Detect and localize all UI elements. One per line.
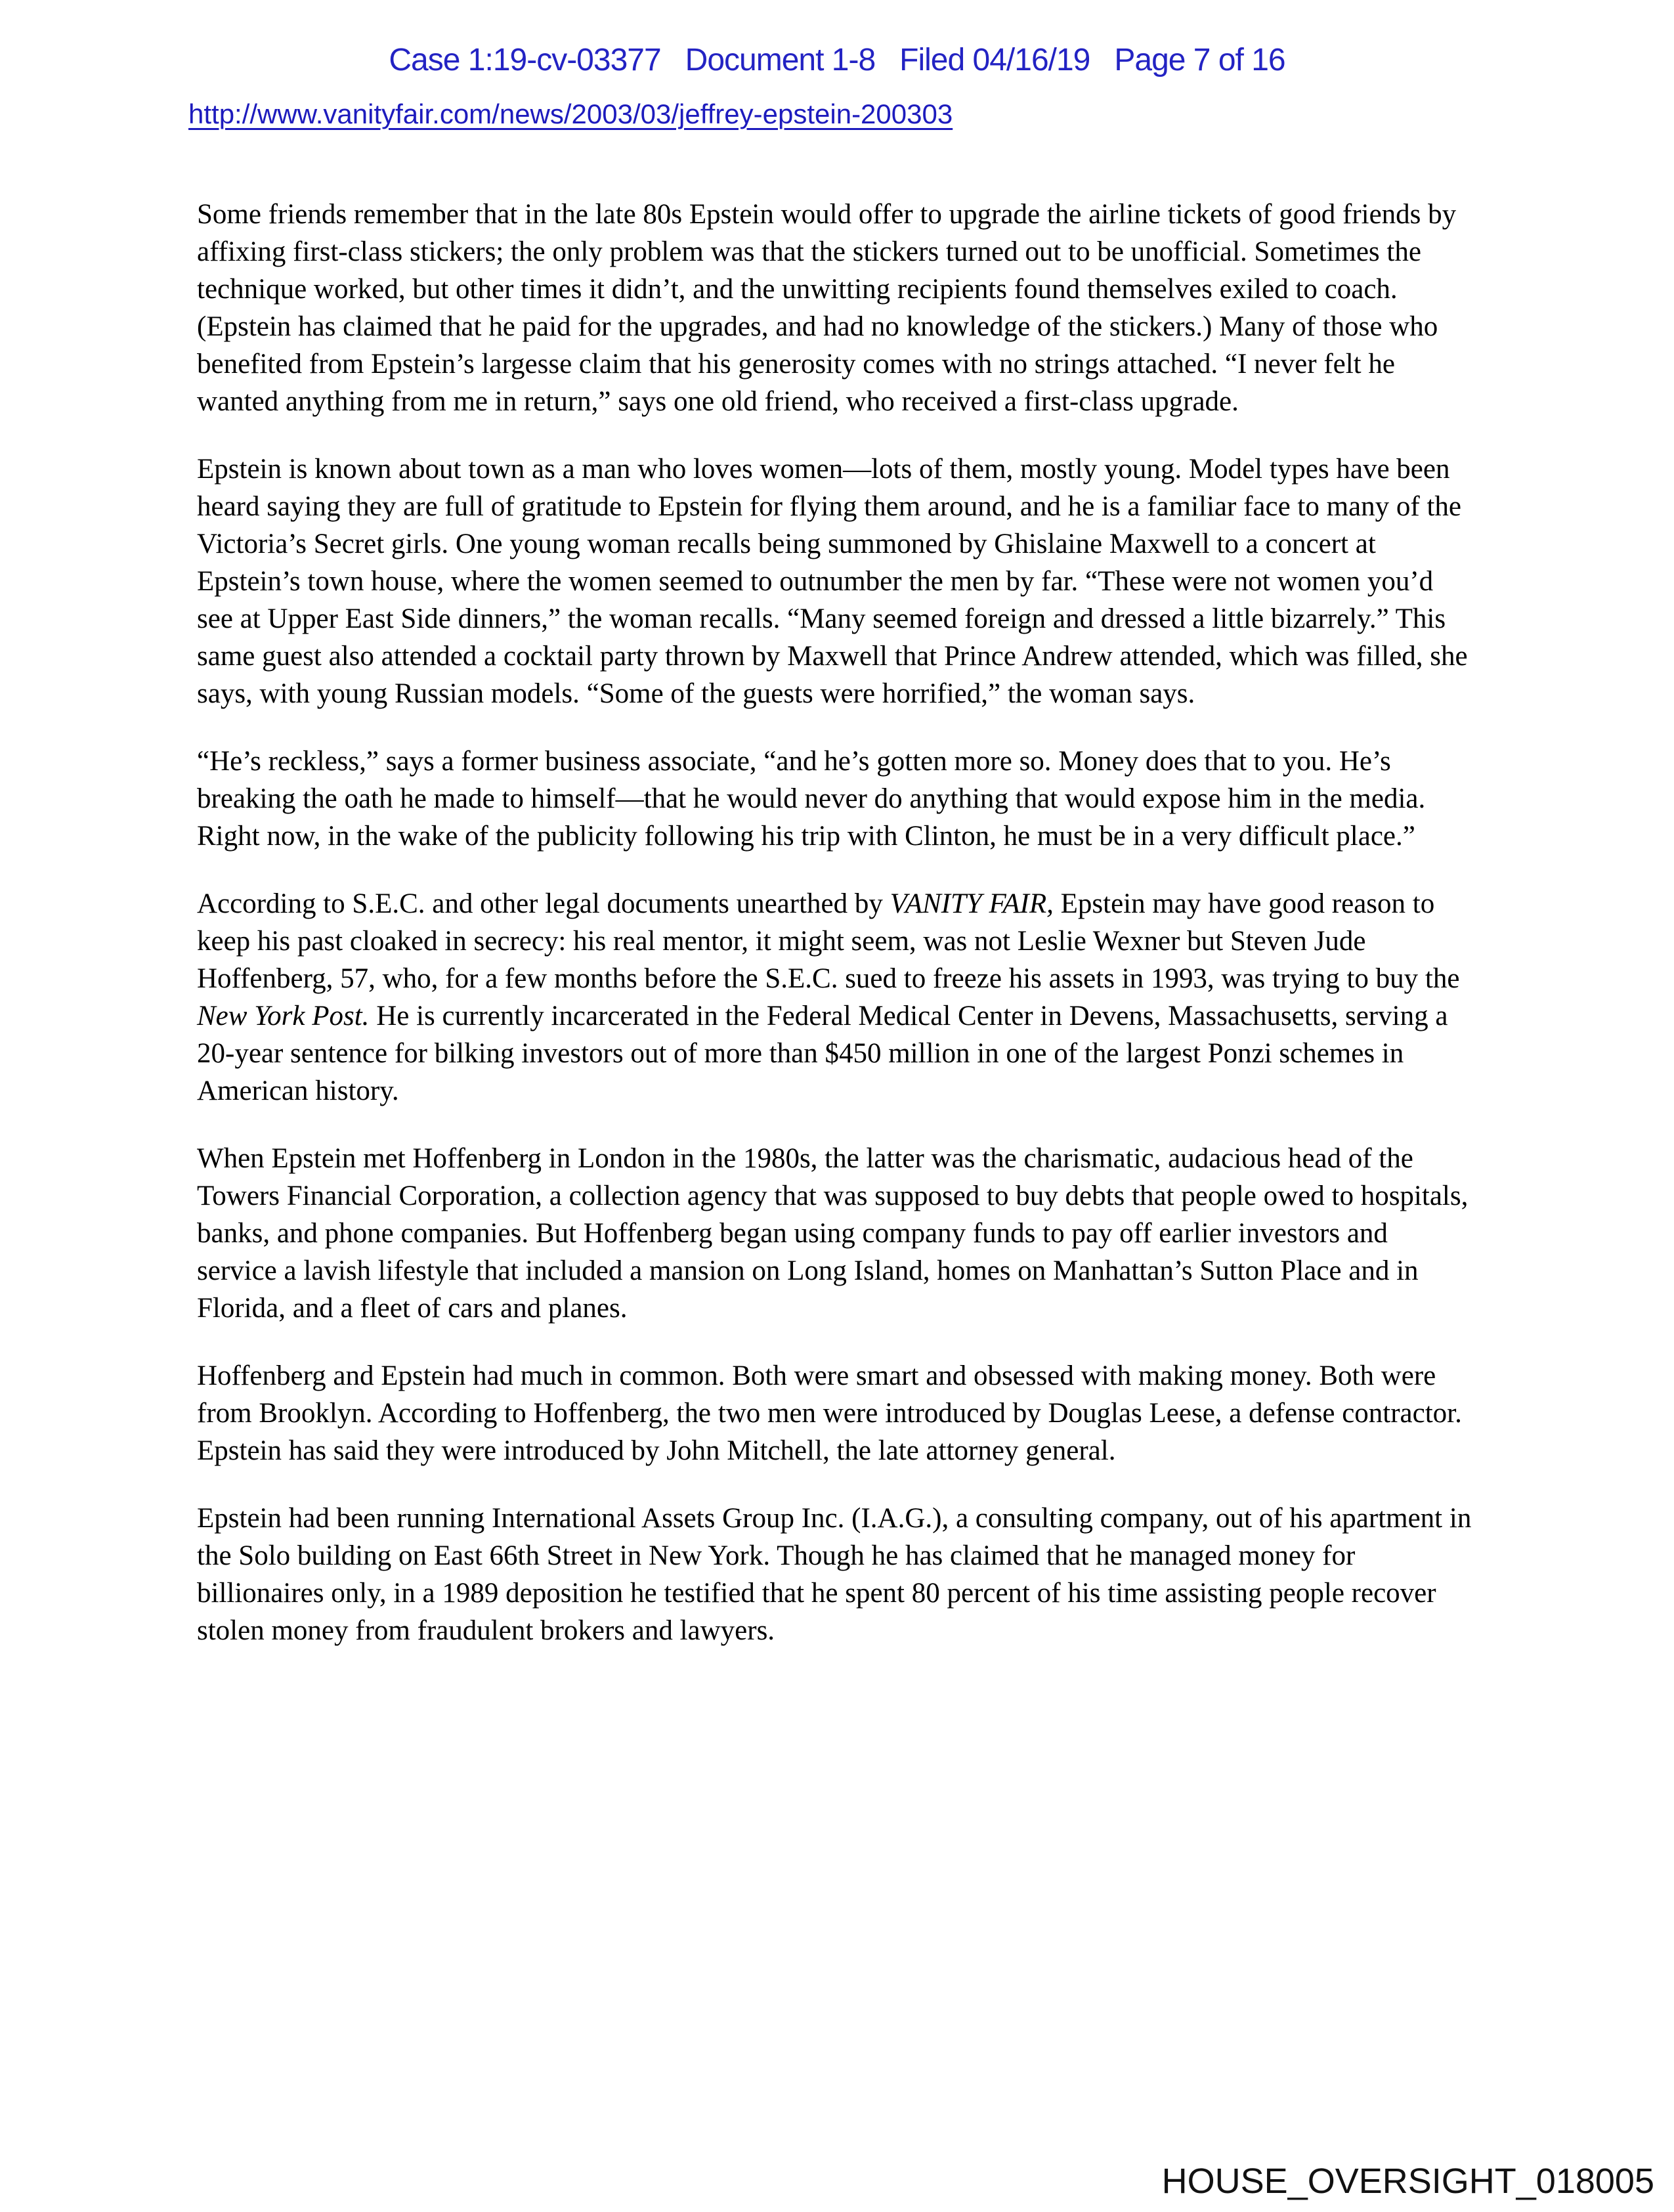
body-text: Epstein had been running International Assets Group Inc. (I.A.G.), a consulting company, out of his apartment in the Solo building on East 66th Street in New York. Though he has claimed that he managed money for billionaires only, in a 1989 deposition he testified that he spent 80 percent of his time assisting people recover stolen money from fraudulent brokers and lawyers.	[197, 1503, 1472, 1646]
article-body	[197, 196, 1474, 1680]
body-text: Some friends remember that in the late 80s Epstein would offer to upgrade the airline tickets of good friends by affixing first-class stickers; the only problem was that the stickers turned out to be unofficial. Sometimes the technique worked, but other times it didn’t, and the unwitting recipients found themselves exiled to coach. (Epstein has claimed that he paid for the upgrades, and had no knowledge of the stickers.) Many of those who benefited from Epstein’s largesse claim that his generosity comes with no strings attached. “I never felt he wanted anything from me in return,” says one old friend, who received a first-class upgrade.	[197, 199, 1457, 417]
paragraph	[197, 1140, 1474, 1327]
body-text: “He’s reckless,” says a former business associate, “and he’s gotten more so. Money does that to you. He’s breaking the oath he made to himself—that he would never do anything that would expose him in the media. Right now, in the wake of the publicity following his trip with Clinton, he must be in a very difficult place.”	[197, 746, 1426, 852]
body-text: Epstein is known about town as a man who loves women—lots of them, mostly young. Model types have been heard saying they are full of gratitude to Epstein for flying them around, and he is a familiar face to many of the Victoria’s Secret girls. One young woman recalls being summoned by Ghislaine Maxwell to a concert at Epstein’s town house, where the women seemed to outnumber the men by far. “These were not women you’d see at Upper East Side dinners,” the woman recalls. “Many seemed foreign and dressed a little bizarrely.” This same guest also attended a cocktail party thrown by Maxwell that Prince Andrew attended, which was filled, she says, with young Russian models. “Some of the guests were horrified,” the woman says.	[197, 454, 1468, 709]
paragraph	[197, 1500, 1474, 1649]
body-text: According to S.E.C. and other legal documents unearthed by	[197, 888, 890, 919]
italic-text: New York Post.	[197, 1001, 370, 1031]
case-caption: Case 1:19-cv-03377 Document 1-8 Filed 04/16/19 Page 7 of 16	[389, 43, 1285, 77]
paragraph	[197, 450, 1474, 712]
paragraph	[197, 743, 1474, 855]
body-text: Hoffenberg and Epstein had much in common. Both were smart and obsessed with making money. Both were from Brooklyn. According to Hoffenberg, the two men were introduced by Douglas Leese, a defense contractor. Epstein has said they were introduced by John Mitchell, the late attorney general.	[197, 1360, 1462, 1466]
paragraph	[197, 1357, 1474, 1469]
bates-number: HOUSE_OVERSIGHT_018005	[1161, 2161, 1654, 2201]
body-text: He is currently incarcerated in the Federal Medical Center in Devens, Massachusetts, serving a 20-year sentence for bilking investors out of more than $450 million in one of the largest Ponzi schemes in American history.	[197, 1001, 1448, 1106]
body-text: Epstein may have good reason to keep his past cloaked in secrecy: his real mentor, it might seem, was not Leslie Wexner but Steven Jude Hoffenberg, 57, who, for a few months before the S.E.C. sued to freeze his assets in 1993, was trying to buy the	[197, 888, 1460, 994]
body-text: When Epstein met Hoffenberg in London in the 1980s, the latter was the charismatic, audacious head of the Towers Financial Corporation, a collection agency that was supposed to buy debts that people owed to hospitals, banks, and phone companies. But Hoffenberg began using company funds to pay off earlier investors and service a lavish lifestyle that included a mansion on Long Island, homes on Manhattan’s Sutton Place and in Florida, and a fleet of cars and planes.	[197, 1143, 1469, 1324]
paragraph	[197, 196, 1474, 420]
source-url-link[interactable]: http://www.vanityfair.com/news/2003/03/jeffrey-epstein-200303	[188, 98, 953, 129]
italic-text: VANITY FAIR,	[890, 888, 1054, 919]
paragraph	[197, 885, 1474, 1110]
